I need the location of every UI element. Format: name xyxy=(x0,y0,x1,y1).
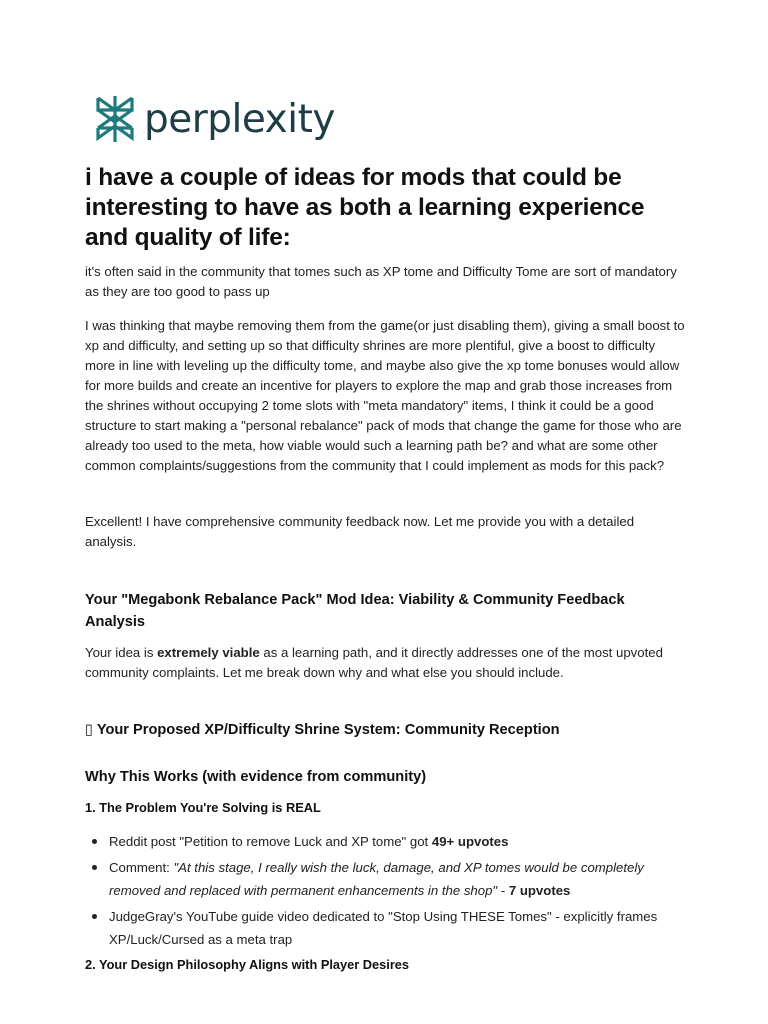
list-item-emphasis: 7 upvotes xyxy=(508,883,571,898)
list-item-quote: "At this stage, I really wish the luck, damage, and XP tomes would be completely removed and replaced with permanent enhancements in the shop" xyxy=(109,860,644,898)
list-item-text: Comment: xyxy=(109,860,174,875)
viability-text-prefix: Your idea is xyxy=(85,645,158,660)
missing-glyph-icon: ▯ xyxy=(85,722,94,738)
viability-emphasis: extremely viable xyxy=(157,645,260,660)
perplexity-logo xyxy=(94,94,335,144)
section-heading-shrine-system xyxy=(85,719,685,741)
viability-paragraph xyxy=(85,643,685,683)
list-item xyxy=(85,905,685,951)
subheading-problem: 1. The Problem You're Solving is REAL xyxy=(85,800,321,815)
list-item-text: Reddit post "Petition to remove Luck and XP tome" got xyxy=(109,834,432,849)
evidence-list xyxy=(85,830,685,954)
list-item-emphasis: 49+ upvotes xyxy=(431,834,509,849)
page-title: i have a couple of ideas for mods that could be interesting to have as both a learning experience and quality of life: xyxy=(85,164,645,251)
answer-heading: Your "Megabonk Rebalance Pack" Mod Idea: Viability & Community Feedback Analysis xyxy=(85,592,625,630)
subheading-design-philosophy: 2. Your Design Philosophy Aligns with Player Desires xyxy=(85,957,410,972)
perplexity-logo-icon xyxy=(94,94,136,144)
list-item xyxy=(85,856,685,902)
section-heading-why-works: Why This Works (with evidence from community) xyxy=(85,769,427,785)
logo-wordmark: perplexity xyxy=(144,96,335,142)
list-item-text: JudgeGray's YouTube guide video dedicated to "Stop Using THESE Tomes" - explicitly frames XP/Luck/Cursed as a meta trap xyxy=(109,909,658,947)
list-item xyxy=(85,830,685,853)
question-paragraph-2: I was thinking that maybe removing them from the game(or just disabling them), giving a small boost to xp and difficulty, and setting up so that difficulty shrines are more plentiful, give a boost to difficulty more in line with leveling up the difficulty tome, and maybe also give the xp tome bonuses would allow for more builds and create an incentive for players to explore the map and grab those increases from the shrines without occupying 2 tome slots with "meta mandatory" items, I think it could be a good structure to start making a "personal rebalance" pack of mods that change the game for those who are already too used to the meta, how viable would such a learning path be? and what are some other common complaints/suggestions from the community that I could implement as mods for this pack? xyxy=(85,318,685,473)
section-heading-text: Your Proposed XP/Difficulty Shrine System: Community Reception xyxy=(93,722,560,738)
answer-intro: Excellent! I have comprehensive community feedback now. Let me provide you with a detailed analysis. xyxy=(85,514,635,549)
list-item-separator: - xyxy=(497,883,509,898)
question-paragraph-1: it's often said in the community that tomes such as XP tome and Difficulty Tome are sort of mandatory as they are too good to pass up xyxy=(85,264,677,299)
viability-text-suffix: as a learning path, and it directly addresses one of the most upvoted community complaints. Let me break down why and what else you should include. xyxy=(85,645,663,680)
